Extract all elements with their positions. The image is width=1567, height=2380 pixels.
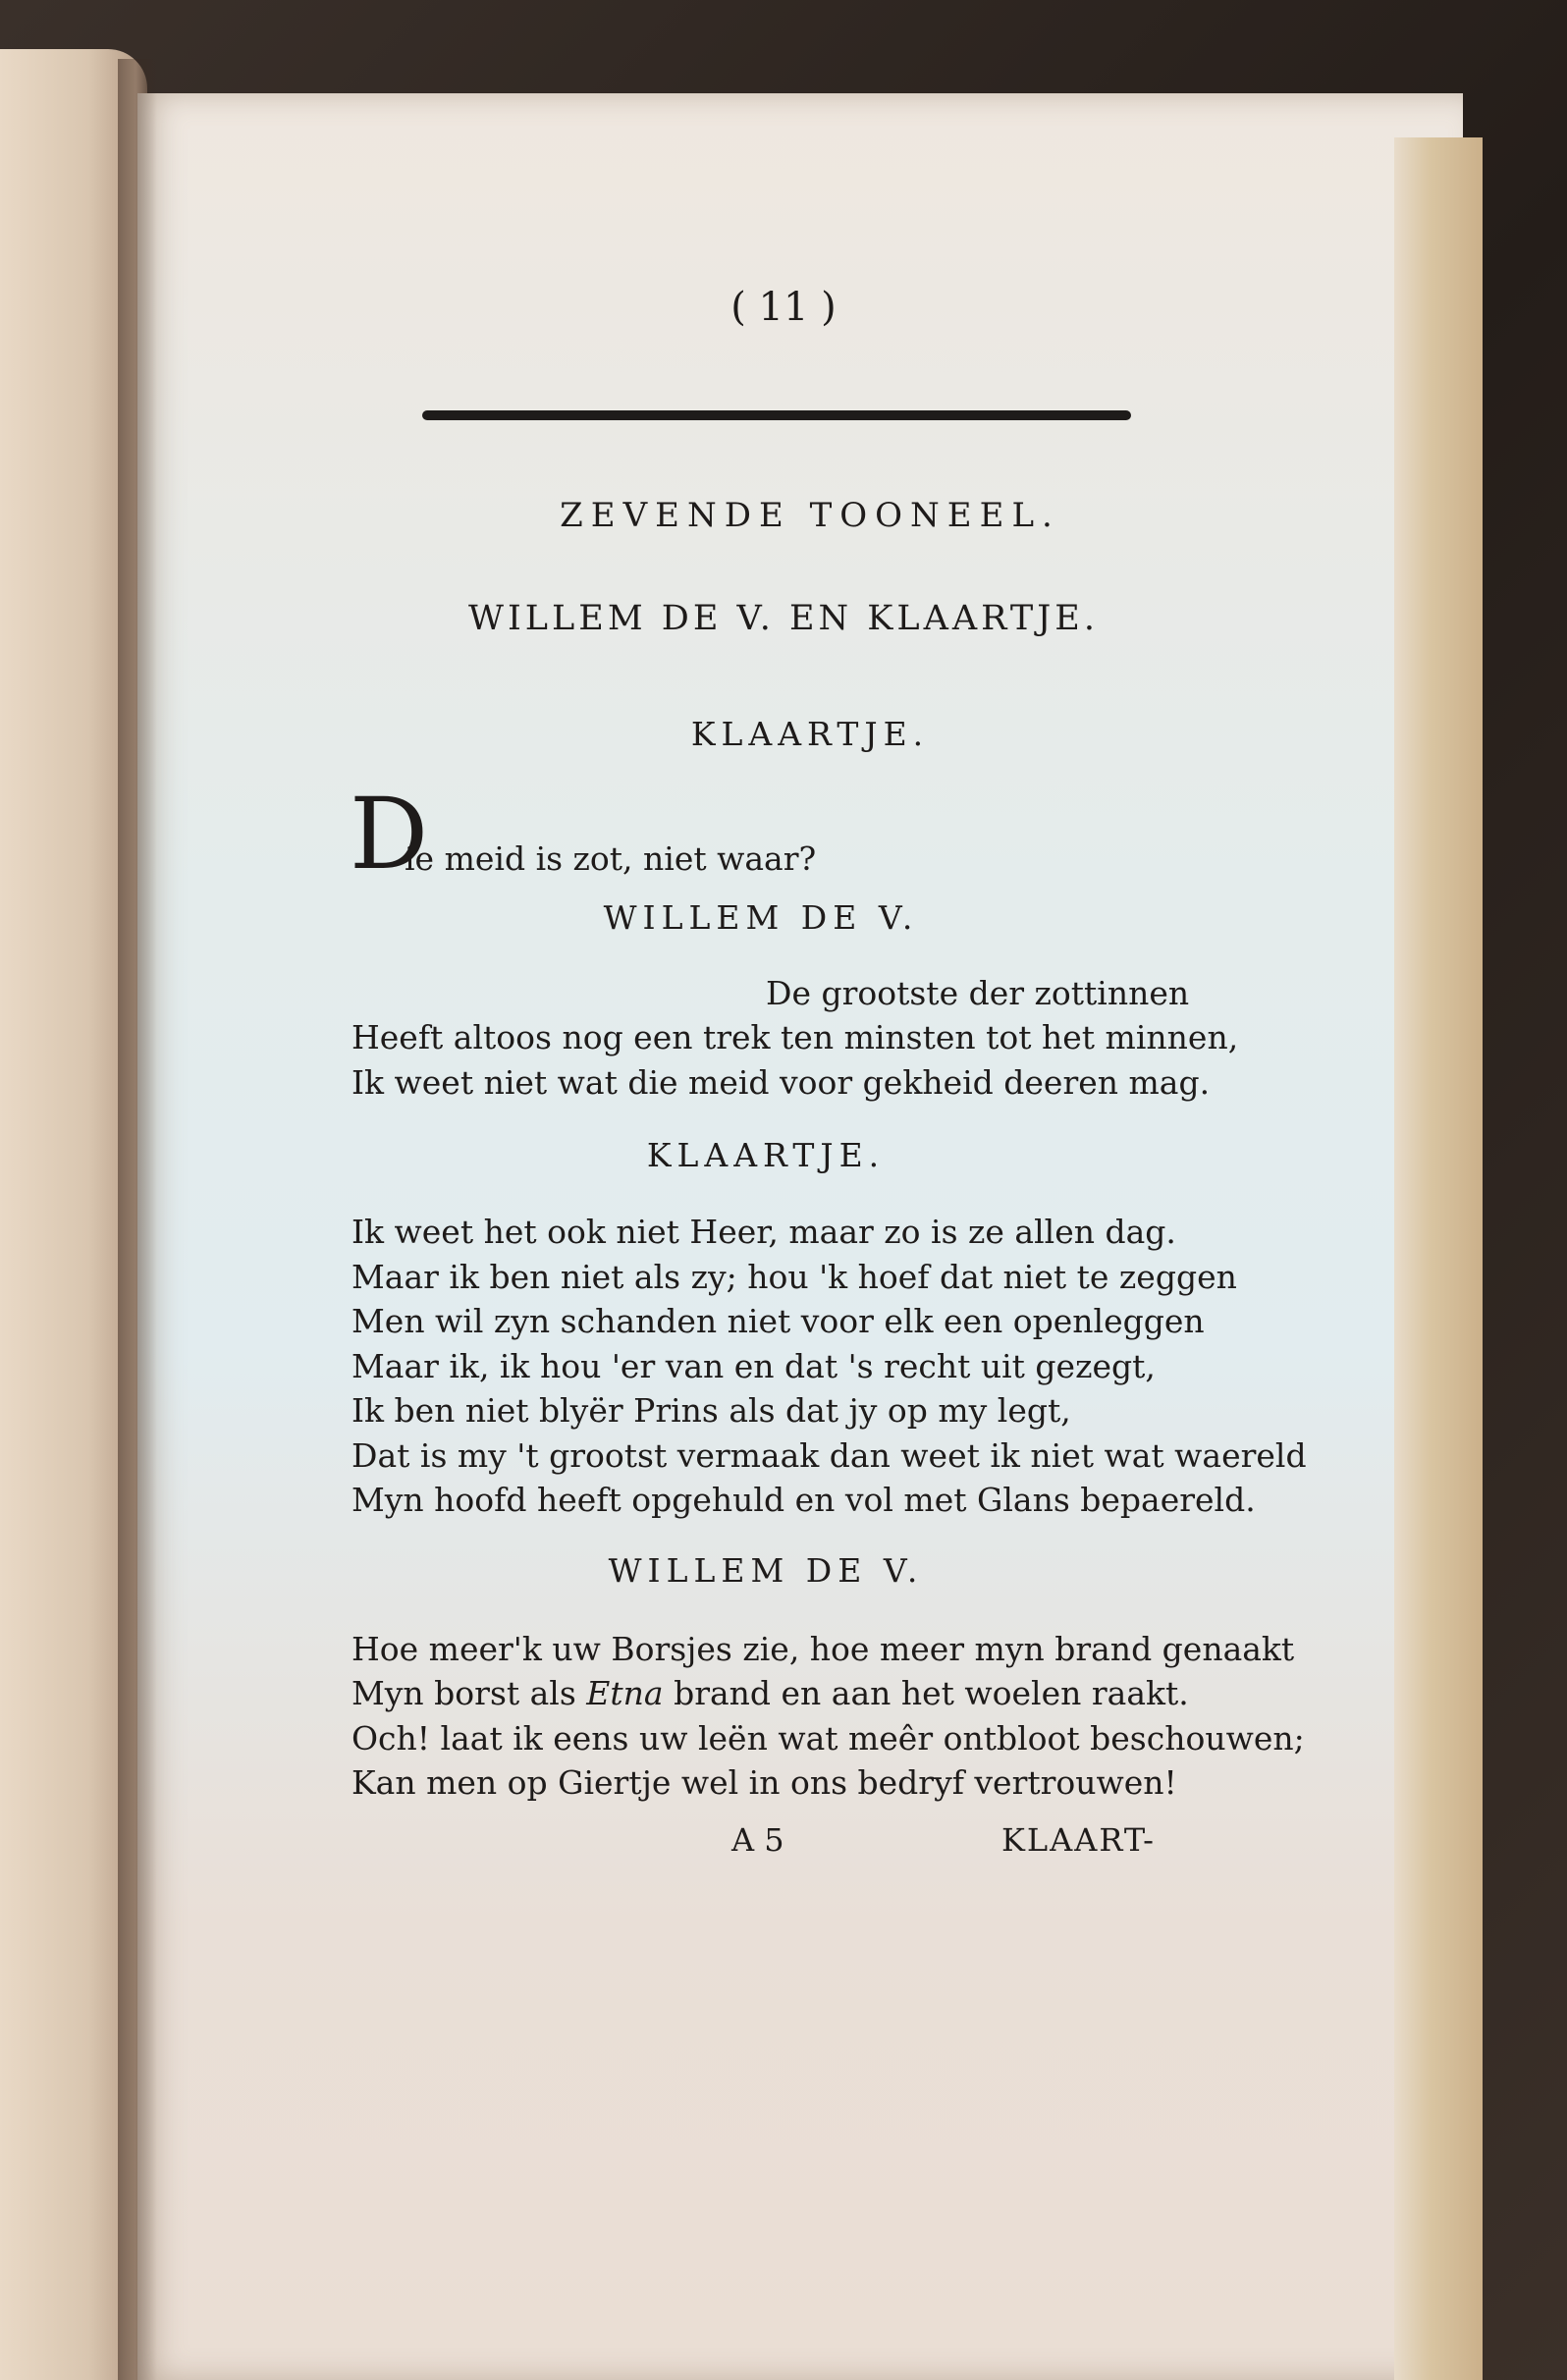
verse-line: Ik weet het ook niet Heer, maar zo is ze allen dag.	[351, 1213, 1176, 1251]
verse-text: brand en aan het woelen raakt.	[674, 1674, 1189, 1712]
speaker-willem: WILLEM DE V.	[603, 898, 919, 937]
verse-line: Ik ben niet blyër Prins als dat jy op my legt,	[351, 1391, 1071, 1430]
catchword: KLAART-	[1001, 1821, 1156, 1859]
page-edge	[1394, 137, 1483, 2380]
page-number: ( 11 )	[730, 285, 837, 330]
verse-line: De grootste der zottinnen	[766, 974, 1190, 1012]
verse-line: Maar ik, ik hou 'er van en dat 's recht uit gezegt,	[351, 1347, 1156, 1385]
verse-line: Heeft altoos nog een trek ten minsten tot het minnen,	[351, 1018, 1239, 1056]
verse-text: Myn borst als	[351, 1674, 576, 1712]
speaker-klaartje: KLAARTJE.	[690, 715, 930, 753]
signature-mark: A 5	[731, 1821, 784, 1859]
verse-line: Dat is my 't grootst vermaak dan weet ik niet wat waereld	[351, 1436, 1307, 1475]
verse-line: Myn hoofd heeft opgehuld en vol met Glans bepaereld.	[351, 1481, 1256, 1519]
verse-line: Maar ik ben niet als zy; hou 'k hoef dat niet te zeggen	[351, 1258, 1237, 1296]
verse-line: Kan men op Giertje wel in ons bedryf vertrouwen!	[351, 1763, 1177, 1802]
spine-shadow	[118, 59, 157, 2380]
italic-word: Etna	[586, 1674, 664, 1712]
verse-line: Men wil zyn schanden niet voor elk een openleggen	[351, 1302, 1205, 1340]
speaker-klaartje: KLAARTJE.	[646, 1136, 886, 1174]
header-rule	[422, 410, 1131, 420]
verse-line: ie meid is zot, niet waar?	[405, 839, 817, 878]
verse-line: Och! laat ik eens uw leën wat meêr ontbloot beschouwen;	[351, 1719, 1305, 1758]
verse-line: Hoe meer'k uw Borsjes zie, hoe meer myn brand genaakt	[351, 1630, 1295, 1668]
verse-line: Ik weet niet wat die meid voor gekheid deeren mag.	[351, 1063, 1211, 1102]
characters-heading: WILLEM DE V. EN KLAARTJE.	[468, 599, 1099, 638]
verse-line	[351, 1674, 1189, 1712]
scene-title: ZEVENDE TOONEEL.	[560, 496, 1060, 535]
drop-cap: D	[350, 777, 429, 892]
speaker-willem: WILLEM DE V.	[608, 1551, 924, 1590]
